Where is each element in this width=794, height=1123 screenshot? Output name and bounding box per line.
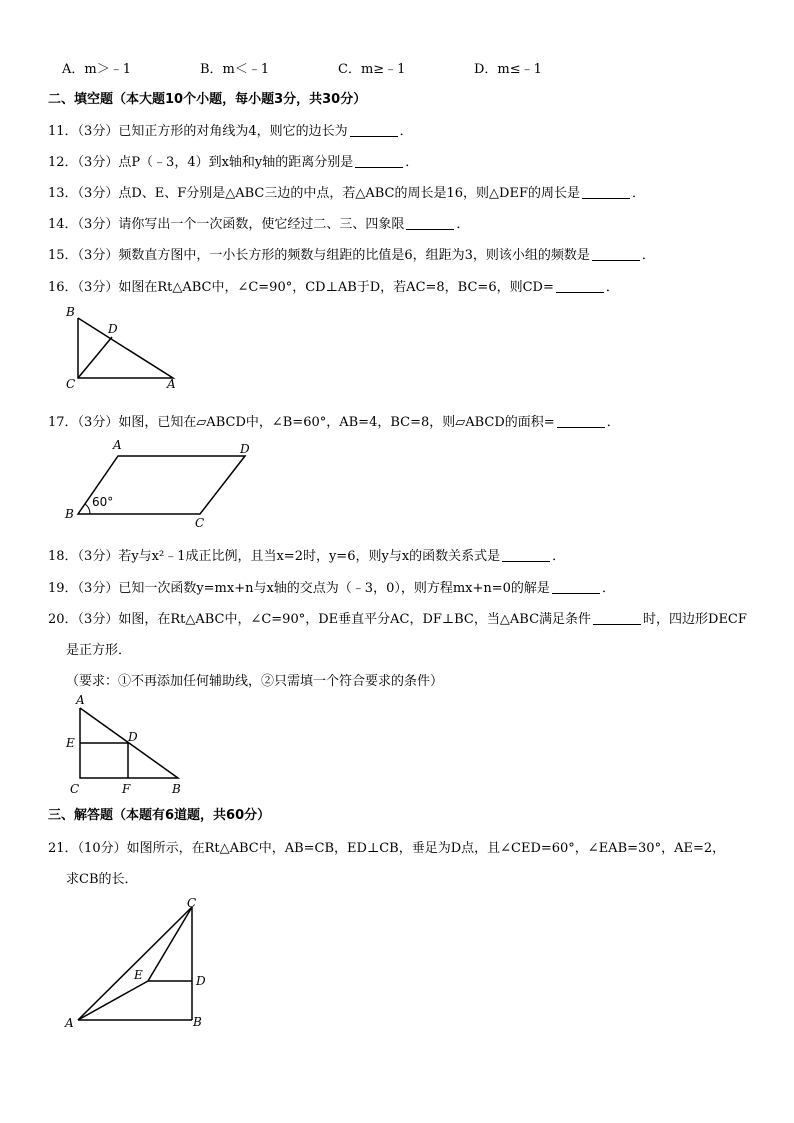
question-17-end: ． xyxy=(606,415,620,430)
question-12-text: 12．（3分）点P（﹣3，4）到x轴和y轴的距离分别是 xyxy=(48,155,354,170)
section-fill-blank-heading: 二、填空题（本大题10个小题，每小题3分，共30分） xyxy=(48,92,367,107)
answer-blank xyxy=(582,186,630,199)
question-19-end: ． xyxy=(601,581,615,596)
answer-blank xyxy=(592,248,640,261)
label-a: A xyxy=(113,438,122,452)
label-a: A xyxy=(65,1016,74,1030)
label-c: C xyxy=(195,516,205,528)
label-c: C xyxy=(70,782,80,796)
question-20 xyxy=(48,608,747,627)
question-20-line2: 是正方形． xyxy=(66,643,132,658)
question-20-text: 20．（3分）如图，在Rt△ABC中，∠C=90°，DE垂直平分AC，DF⊥BC，当△ABC满足条件 xyxy=(48,612,592,627)
label-b: B xyxy=(172,782,181,796)
option-d: D．m≤﹣1 xyxy=(474,62,542,77)
answer-blank xyxy=(502,549,550,562)
question-16 xyxy=(48,276,619,295)
figure-17-parallelogram xyxy=(60,436,260,528)
label-e: E xyxy=(134,968,143,982)
answer-blank xyxy=(355,155,403,168)
question-12-end: ． xyxy=(405,155,419,170)
question-14-end: ． xyxy=(456,217,470,232)
question-18 xyxy=(48,545,565,564)
question-19-text: 19．（3分）已知一次函数y=mx+n与x轴的交点为（﹣3，0），则方程mx+n=0的解是 xyxy=(48,581,550,596)
label-d: D xyxy=(240,442,250,456)
question-13 xyxy=(48,182,645,201)
question-12 xyxy=(48,151,418,170)
label-b: B xyxy=(66,305,75,319)
label-f: F xyxy=(122,782,131,796)
answer-blank xyxy=(552,581,600,594)
option-a: A．m＞﹣1 xyxy=(62,62,131,77)
question-15-text: 15．（3分）频数直方图中，一小长方形的频数与组距的比值是6，组距为3，则该小组的频数是 xyxy=(48,248,590,263)
label-e: E xyxy=(66,736,75,750)
question-15 xyxy=(48,244,655,263)
question-17 xyxy=(48,411,620,430)
question-16-text: 16．（3分）如图在Rt△ABC中，∠C=90°，CD⊥AB于D，若AC=8，BC=6，则CD= xyxy=(48,280,554,295)
question-14-text: 14．（3分）请你写出一个一次函数，使它经过二、三、四象限 xyxy=(48,217,405,232)
figure-16-right-triangle xyxy=(58,300,198,392)
question-13-text: 13．（3分）点D、E、F分别是△ABC三边的中点，若△ABC的周长是16，则△DEF的周长是 xyxy=(48,186,580,201)
label-b: B xyxy=(65,507,74,521)
question-21-line2: 求CB的长． xyxy=(66,872,138,887)
question-21: 21．（10分）如图所示，在Rt△ABC中，AB=CB，ED⊥CB，垂足为D点，且∠CED=60°，∠EAB=30°，AE=2， xyxy=(48,841,726,856)
angle-label: 60° xyxy=(92,495,114,509)
answer-blank xyxy=(593,612,641,625)
question-20-mid: 时，四边形DECF xyxy=(643,612,747,627)
label-d: D xyxy=(108,322,118,336)
answer-blank xyxy=(406,217,454,230)
question-13-end: ． xyxy=(631,186,645,201)
question-20-note: （要求：①不再添加任何辅助线，②只需填一个符合要求的条件） xyxy=(66,674,444,689)
figure-20-triangle-square xyxy=(60,690,190,798)
question-11-end: ． xyxy=(399,124,413,139)
question-19 xyxy=(48,577,615,596)
label-d: D xyxy=(196,974,206,988)
option-b: B．m＜﹣1 xyxy=(200,62,270,77)
answer-blank xyxy=(557,415,605,428)
label-c: C xyxy=(187,896,197,910)
label-d: D xyxy=(128,730,138,744)
label-b: B xyxy=(193,1015,202,1029)
label-c: C xyxy=(66,377,76,391)
label-a: A xyxy=(167,377,176,391)
figure-21-triangle xyxy=(60,895,220,1035)
answer-blank xyxy=(556,280,604,293)
question-18-text: 18．（3分）若y与x²﹣1成正比例，且当x=2时，y=6，则y与x的函数关系式是 xyxy=(48,549,501,564)
question-16-end: ． xyxy=(605,280,619,295)
question-11 xyxy=(48,120,413,139)
question-17-text: 17．（3分）如图，已知在▱ABCD中，∠B=60°，AB=4，BC=8，则▱ABCD的面积= xyxy=(48,415,555,430)
option-c: C．m≥﹣1 xyxy=(338,62,406,77)
question-11-text: 11．（3分）已知正方形的对角线为4，则它的边长为 xyxy=(48,124,348,139)
question-18-end: ． xyxy=(552,549,566,564)
question-15-end: ． xyxy=(641,248,655,263)
question-14 xyxy=(48,213,469,232)
section-solution-heading: 三、解答题（本题有6道题，共60分） xyxy=(48,808,271,823)
answer-blank xyxy=(350,124,398,137)
label-a: A xyxy=(76,693,85,707)
